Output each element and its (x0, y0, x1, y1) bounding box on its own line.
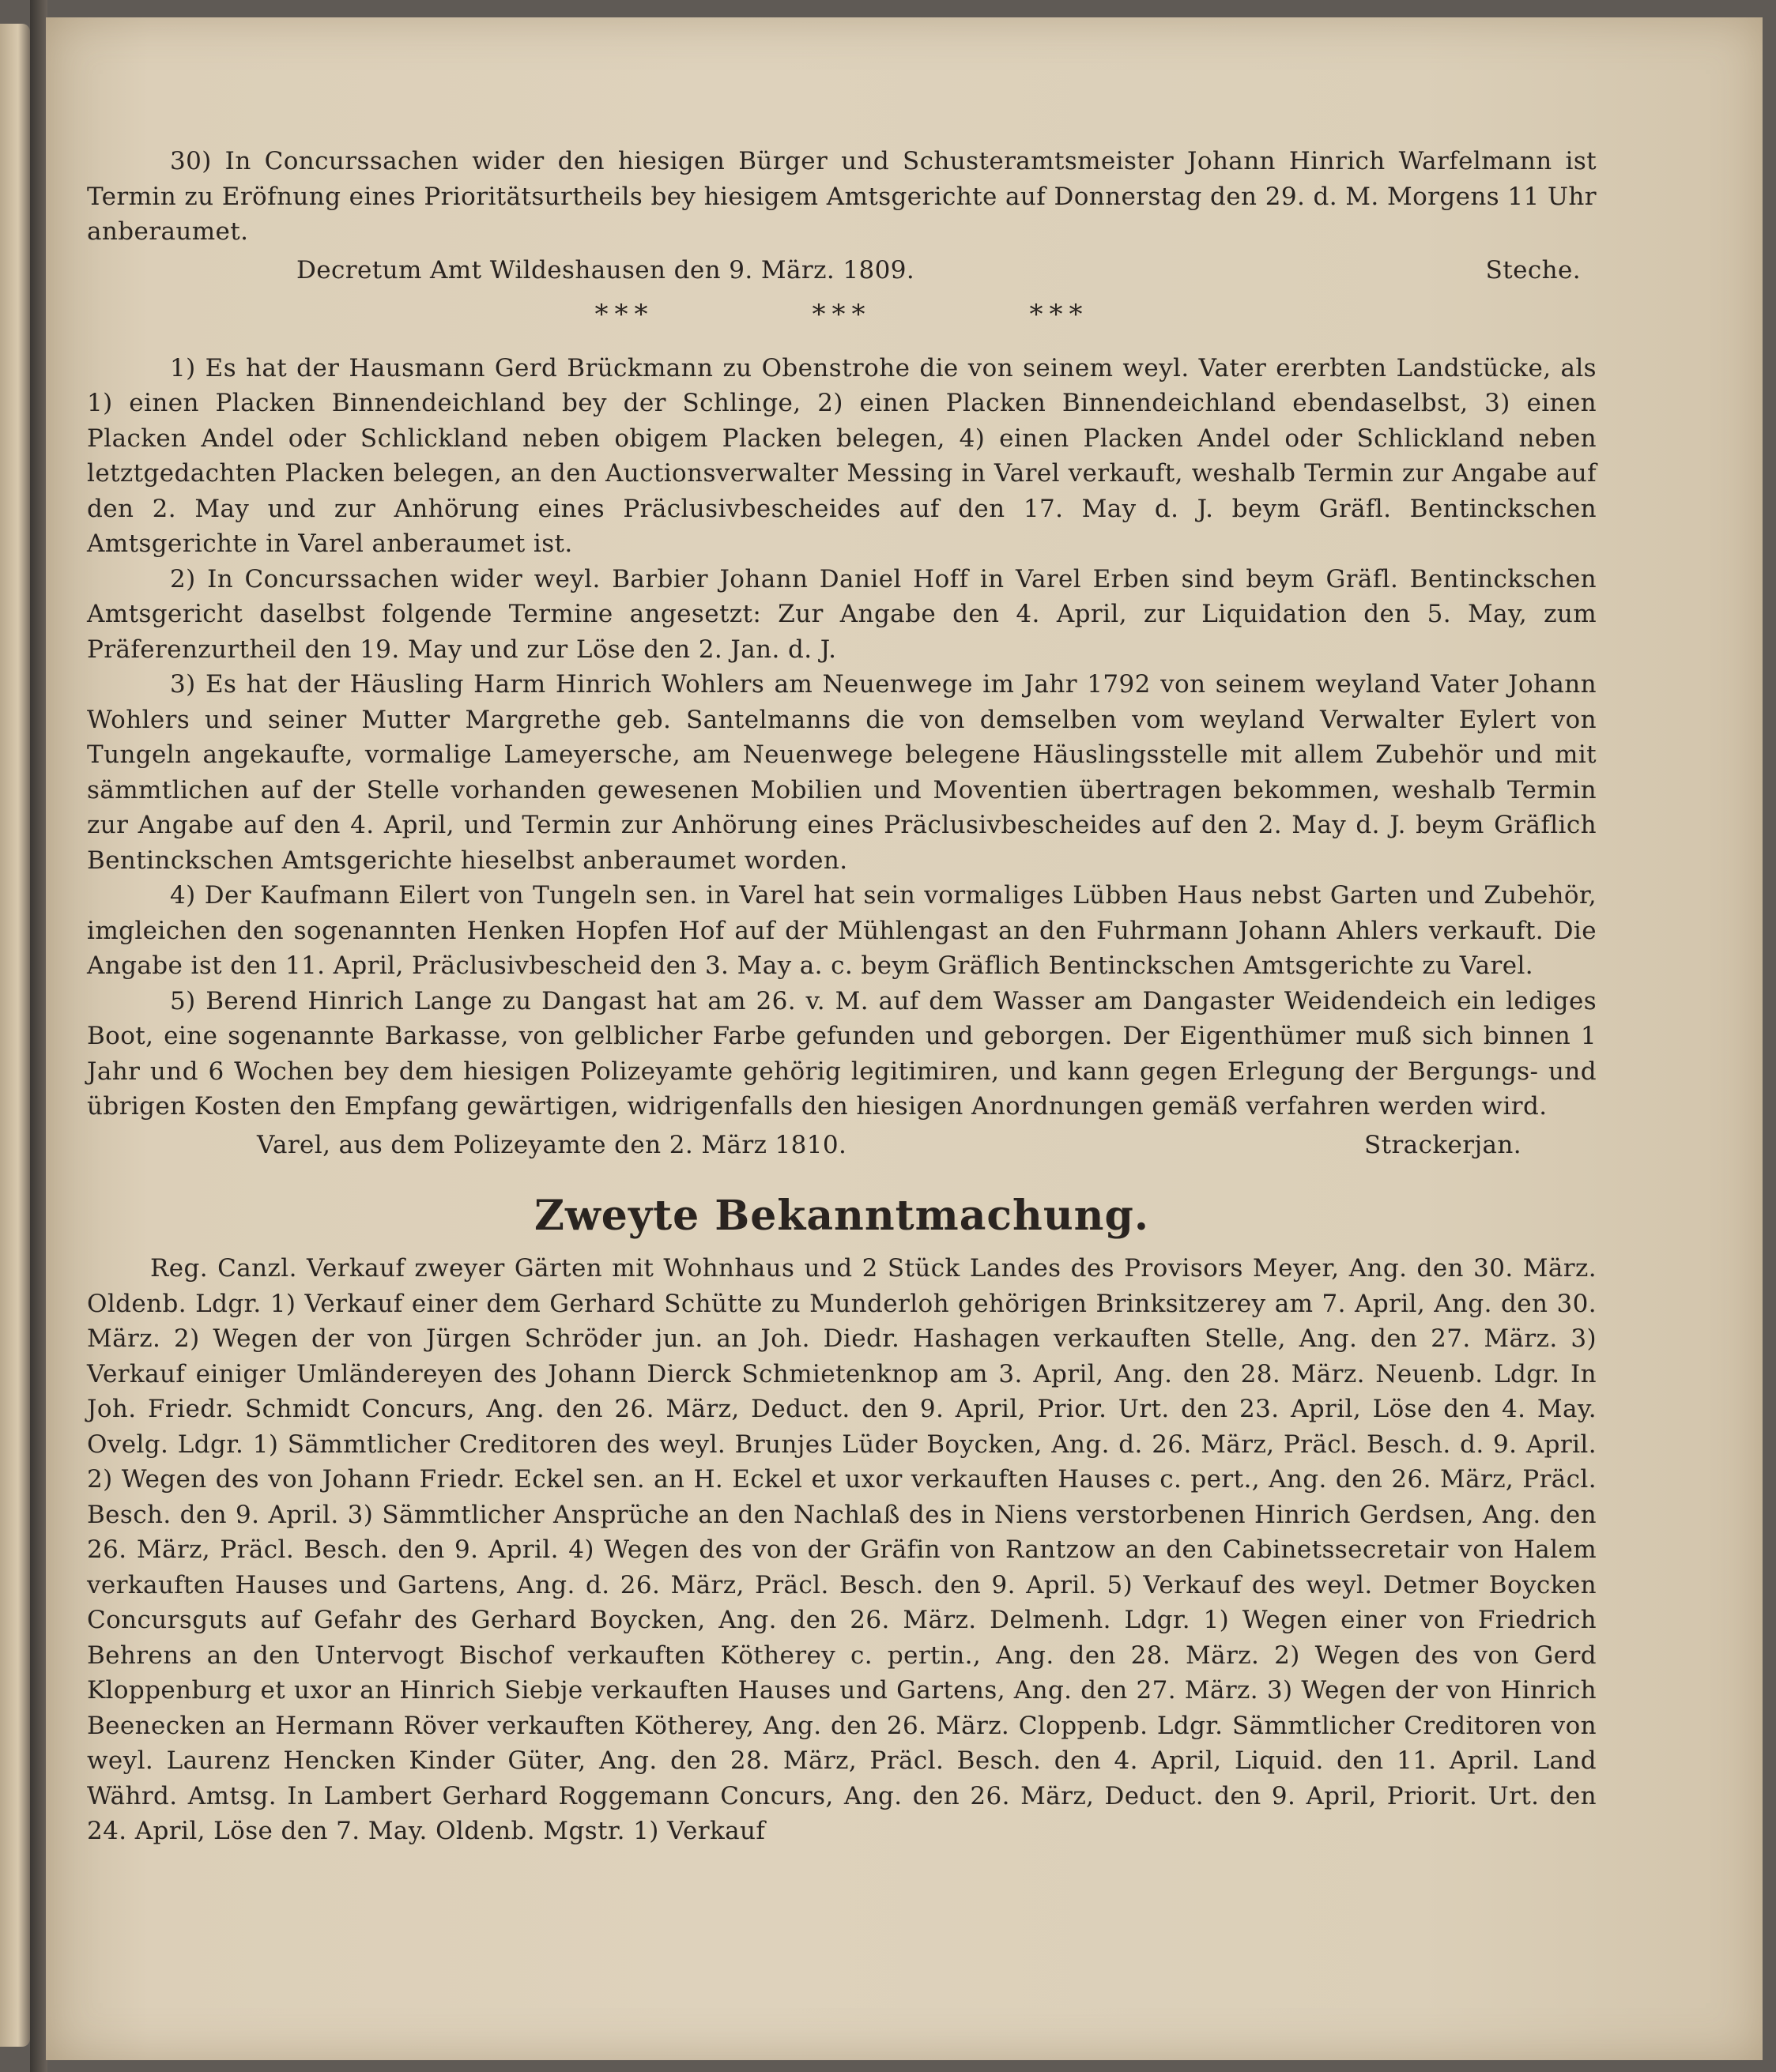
polizeyamt-line: Varel, aus dem Polizeyamte den 2. März 1810. (257, 1130, 847, 1159)
asterism: *** (812, 298, 872, 330)
signatory-strackerjan: Strackerjan. (1363, 1130, 1521, 1159)
second-announcement-block: Reg. Canzl. Verkauf zweyer Gärten mit Wohnhaus und 2 Stück Landes des Provisors Meyer, Ang. den 30. März. Oldenb. Ldgr. 1) Verkauf einer dem Gerhard Schütte zu Munderloh gehörigen Brinksitzerey am 7. April, Ang. den 30. März. 2) Wegen der von Jürgen Schröder jun. an Joh. Diedr. Hashagen verkauften Stelle, Ang. den 27. März. 3) Verkauf einiger Umländereyen des Johann Dierck Schmietenknop am 3. April, Ang. den 28. März. Neuenb. Ldgr. In Joh. Friedr. Schmidt Concurs, Ang. den 26. März, Deduct. den 9. April, Prior. Urt. den 23. April, Löse den 4. May. Ovelg. Ldgr. 1) Sämmtlicher Creditoren des weyl. Brunjes Lüder Boycken, Ang. d. 26. März, Präcl. Besch. d. 9. April. 2) Wegen des von Johann Friedr. Eckel sen. an H. Eckel et uxor verkauften Hauses c. pert., Ang. den 26. März, Präcl. Besch. den 9. April. 3) Sämmtlicher Ansprüche an den Nachlaß des in Niens verstorbenen Hinrich Gerdsen, Ang. den 26. März, Präcl. Besch. den 9. April. 4) Wegen des von der Gräfin von Rantzow an den Cabinetssecretair von Halem verkauften Hauses und Gartens, Ang. d. 26. März, Präcl. Besch. den 9. April. 5) Verkauf des weyl. Detmer Boycken Concursguts auf Gefahr des Gerhard Boycken, Ang. den 26. März. Delmenh. Ldgr. 1) Wegen einer von Friedrich Behrens an den Untervogt Bischof verkauften Kötherey c. pertin., Ang. den 28. März. 2) Wegen des von Gerd Kloppenburg et uxor an Hinrich Siebje verkauften Hauses und Gartens, Ang. den 27. März. 3) Wegen der von Hinrich Beenecken an Hermann Röver verkauften Kötherey, Ang. den 26. März. Cloppenb. Ldgr. Sämmtlicher Creditoren von weyl. Laurenz Hencken Kinder Güter, Ang. den 28. März, Präcl. Besch. den 4. April, Liquid. den 11. April. Land Währd. Amtsg. In Lambert Gerhard Roggemann Concurs, Ang. den 26. März, Deduct. den 9. April, Priorit. Urt. den 24. April, Löse den 7. May. Oldenb. Mgstr. 1) Verkauf (87, 1254, 1597, 1845)
book-gutter (30, 0, 47, 2072)
asterism-separator (87, 297, 1597, 340)
signatory-steche: Steche. (1485, 255, 1581, 284)
notice-5: 5) Berend Hinrich Lange zu Dangast hat am 26. v. M. auf dem Wasser am Dangaster Weidendeich ein lediges Boot, eine sogenannte Barkasse, von gelblicher Farbe gefunden und geborgen. Der Eigenthümer muß sich binnen 1 Jahr und 6 Wochen bey dem hiesigen Polizeyamte gehörig legitimiren, und kann gegen Erlegung der Bergungs- und übrigen Kosten den Empfang gewärtigen, widrigenfalls den hiesigen Anordnungen gemäß verfahren werden wird. (87, 986, 1597, 1121)
notice-3: 3) Es hat der Häusling Harm Hinrich Wohlers am Neuenwege im Jahr 1792 von seinem weyland Vater Johann Wohlers und seiner Mutter Margrethe geb. Santelmanns die von demselben vom weyland Verwalter Eylert von Tungeln angekaufte, vormalige Lameyersche, am Neuenwege belegene Häuslingsstelle mit allem Zubehör und mit sämmtlichen auf der Stelle vorhanden gewesenen Mobilien und Moventien übertragen bekommen, weshalb Termin zur Angabe auf den 4. April, und Termin zur Anhörung eines Präclusivbescheides auf den 2. May d. J. beym Gräflich Bentinckschen Amtsgerichte hieselbst anberaumet worden. (87, 670, 1597, 875)
decretum-line: Decretum Amt Wildeshausen den 9. März. 1809. (296, 255, 915, 284)
notice-4: 4) Der Kaufmann Eilert von Tungeln sen. in Varel hat sein vormaliges Lübben Haus nebst Garten und Zubehör, imgleichen den sogenannten Henken Hopfen Hof auf der Mühlengast an den Fuhrmann Johann Ahlers verkauft. Die Angabe ist den 11. April, Präclusivbescheid den 3. May a. c. beym Gräflich Bentinckschen Amtsgerichte zu Varel. (87, 881, 1597, 980)
notice-2: 2) In Concurssachen wider weyl. Barbier Johann Daniel Hoff in Varel Erben sind beym Gräfl. Bentinckschen Amtsgericht daselbst folgende Termine angesetzt: Zur Angabe den 4. April, zur Liquidation den 5. May, zum Präferenzurtheil den 19. May und zur Löse den 2. Jan. d. J. (87, 564, 1597, 664)
asterism: *** (594, 298, 654, 330)
signature-line-1 (87, 253, 1597, 292)
signature-line-2 (87, 1128, 1597, 1167)
section-heading: Zweyte Bekanntmachung. (534, 1191, 1149, 1240)
asterism: *** (1029, 298, 1089, 330)
notice-1: 1) Es hat der Hausmann Gerd Brückmann zu Obenstrohe die von seinem weyl. Vater ererbten Landstücke, als 1) einen Placken Binnendeichland bey der Schlinge, 2) einen Placken Binnendeichland ebendaselbst, 3) einen Placken Andel oder Schlickland neben obigem Placken belegen, 4) einen Placken Andel oder Schlickland neben letztgedachten Placken belegen, an den Auctionsverwalter Messing in Varel verkauft, weshalb Termin zur Angabe auf den 2. May und zur Anhörung eines Präclusivbescheides auf den 17. May d. J. beym Gräfl. Bentinckschen Amtsgerichte in Varel anberaumet ist. (87, 353, 1597, 558)
notice-30: 30) In Concurssachen wider den hiesigen Bürger und Schusteramtsmeister Johann Hinrich Warfelmann ist Termin zu Eröfnung eines Prioritätsurtheils bey hiesigem Amtsgerichte auf Donnerstag den 29. d. M. Morgens 11 Uhr anberaumet. (87, 147, 1597, 246)
left-page-edge (0, 24, 30, 2047)
page-content (87, 144, 1597, 1849)
document-page (46, 17, 1763, 2060)
